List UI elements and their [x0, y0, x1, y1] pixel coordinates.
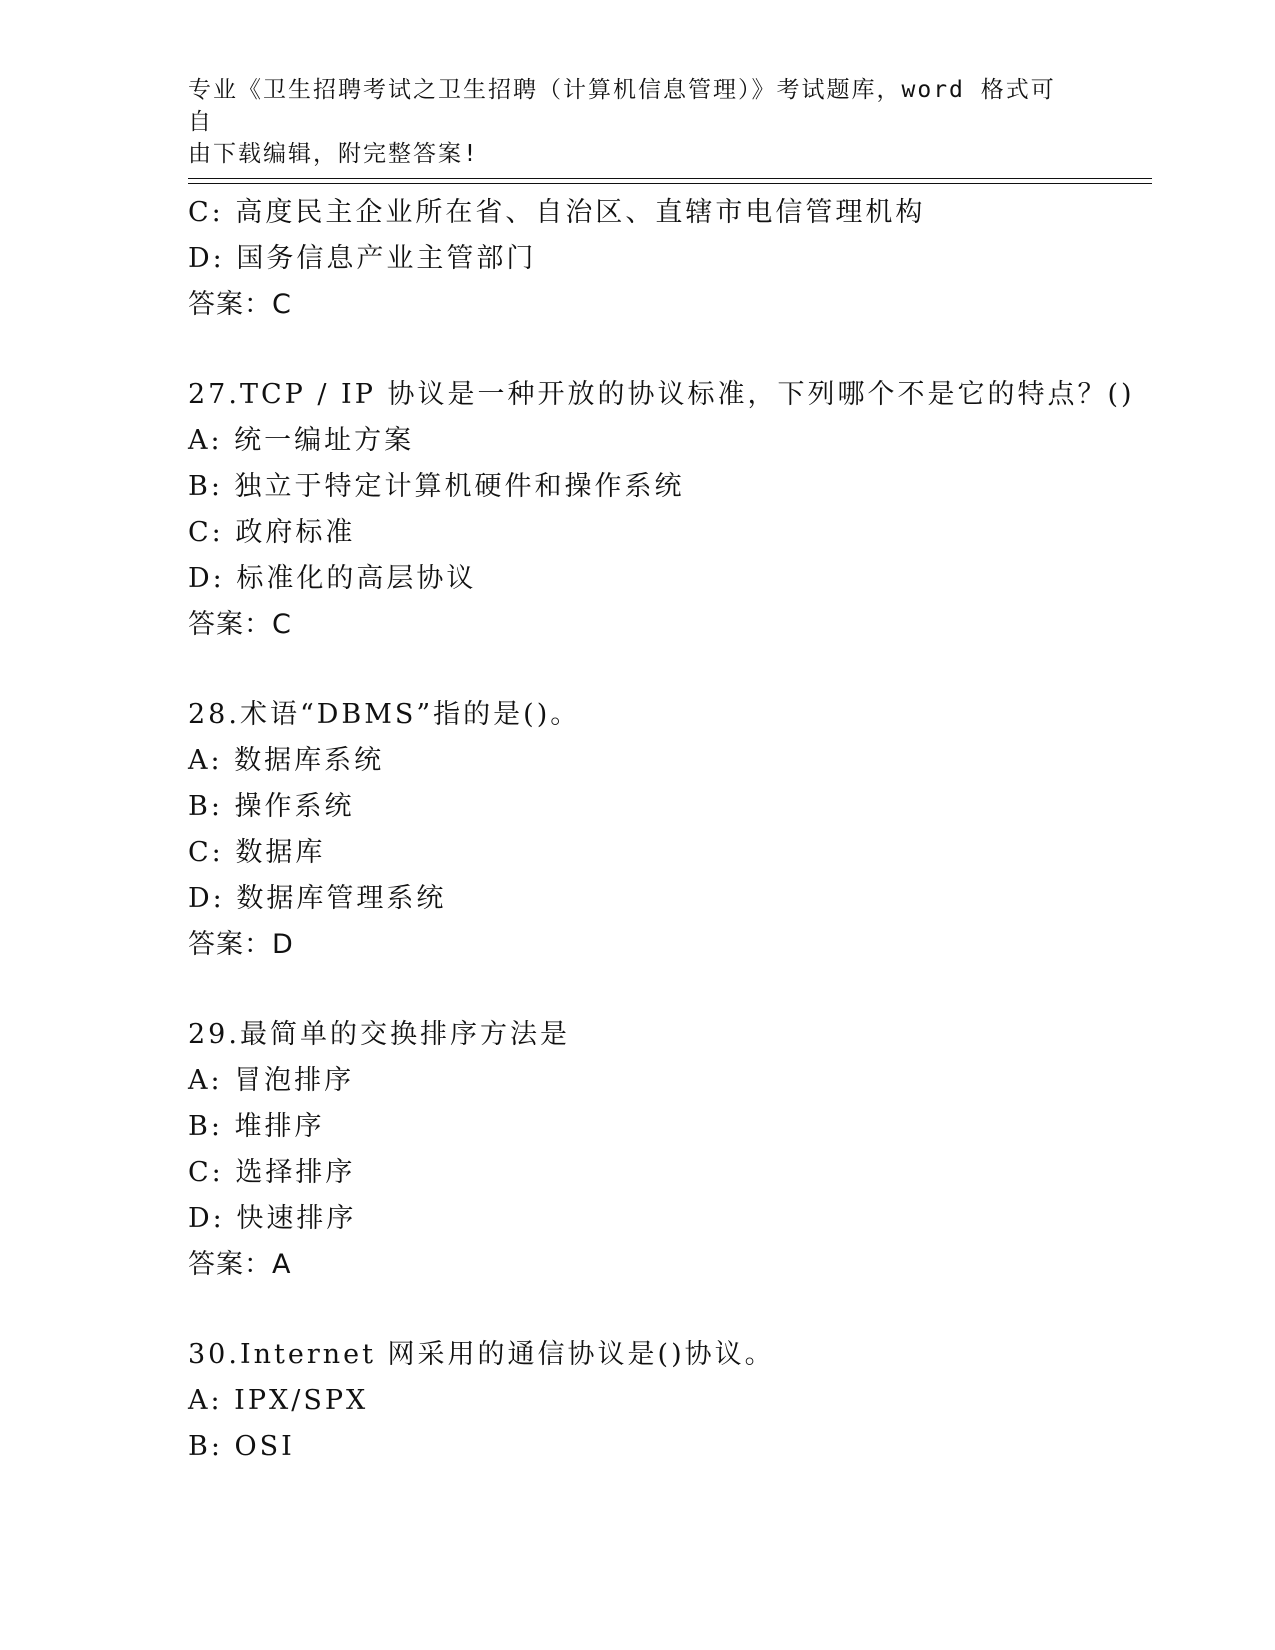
question-stem: 28.术语“DBMS”指的是()。 [188, 699, 581, 730]
question-stem: 29.最简单的交换排序方法是 [188, 1019, 570, 1050]
header-line-2: 由下载编辑，附完整答案! [188, 141, 479, 167]
header-line-1: 专业《卫生招聘考试之卫生招聘（计算机信息管理）》考试题库，word 格式可自 [188, 77, 1056, 135]
header-divider-bottom [188, 183, 1152, 184]
question-28 [188, 692, 1148, 968]
question-stem: 30.Internet 网采用的通信协议是()协议。 [188, 1339, 775, 1370]
option-b: B: 独立于特定计算机硬件和操作系统 [188, 471, 685, 502]
option-b: B: OSI [188, 1431, 295, 1462]
option-b: B: 操作系统 [188, 791, 355, 822]
answer: 答案：A [188, 1249, 292, 1280]
option-a: A: 冒泡排序 [188, 1065, 355, 1096]
option-a: A: 统一编址方案 [188, 425, 415, 456]
option-a: A: IPX/SPX [188, 1385, 369, 1416]
option-d: D: 国务信息产业主管部门 [188, 243, 537, 274]
question-29 [188, 1012, 1148, 1288]
answer: 答案：C [188, 609, 292, 640]
option-d: D: 快速排序 [188, 1203, 357, 1234]
question-30 [188, 1332, 1148, 1470]
question-list [188, 190, 1148, 1470]
option-a: A: 数据库系统 [188, 745, 385, 776]
option-d: D: 标准化的高层协议 [188, 563, 477, 594]
header-divider-top [188, 178, 1152, 179]
answer: 答案：C [188, 289, 292, 320]
option-c: C: 选择排序 [188, 1157, 356, 1188]
option-d: D: 数据库管理系统 [188, 883, 447, 914]
option-c: C: 政府标准 [188, 517, 356, 548]
option-c: C: 高度民主企业所在省、自治区、直辖市电信管理机构 [188, 197, 926, 228]
question-26-tail [188, 190, 1148, 328]
question-stem: 27.TCP / IP 协议是一种开放的协议标准，下列哪个不是它的特点？() [188, 379, 1135, 410]
question-27 [188, 372, 1148, 648]
answer: 答案：D [188, 929, 294, 960]
document-header [188, 74, 1068, 170]
option-b: B: 堆排序 [188, 1111, 325, 1142]
option-c: C: 数据库 [188, 837, 326, 868]
